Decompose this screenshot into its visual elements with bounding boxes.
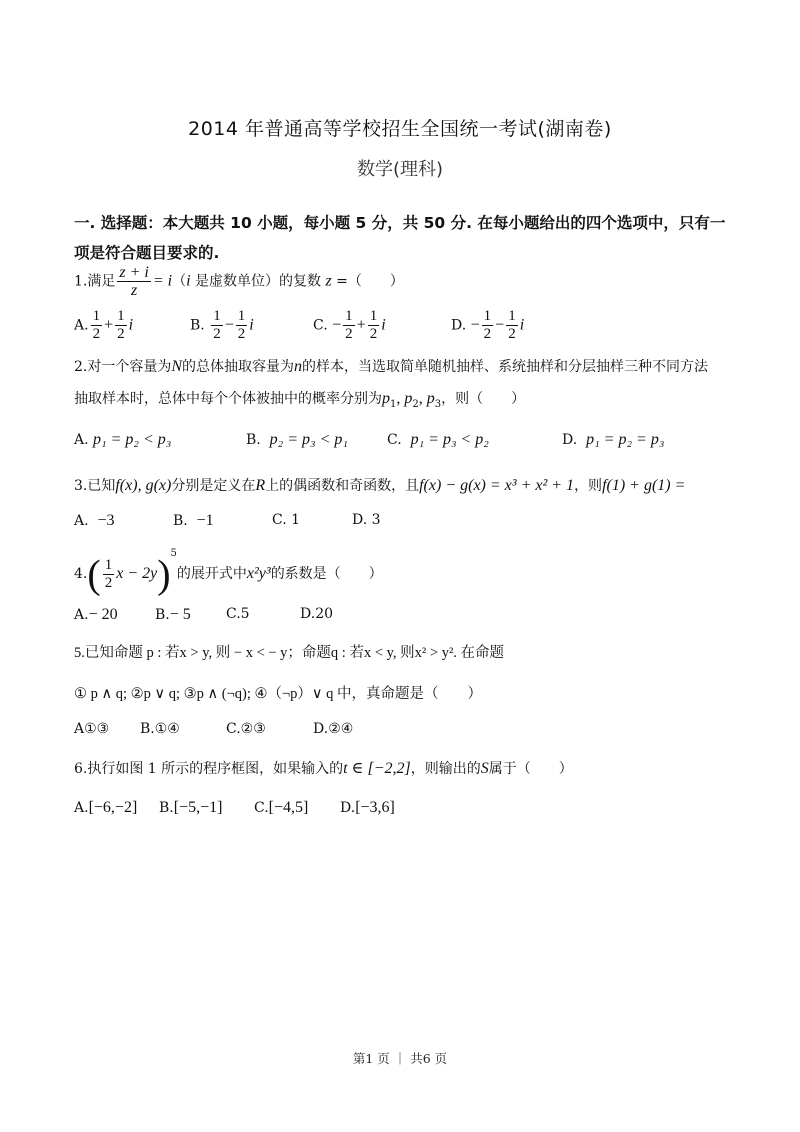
q5-option-a: A①③ (74, 721, 110, 737)
q4-option-d: D.20 (300, 606, 334, 622)
q5-option-b: B.①④ (140, 721, 180, 737)
page-footer: 第1 页 ｜ 共6 页 (352, 1051, 448, 1066)
question-2-line-2: 抽取样本时，总体中每个个体被抽中的概率分别为$p_1$, $p_2$, $p_3$，则（ ） (74, 390, 526, 410)
q3-option-b: B. −1 (173, 512, 214, 529)
question-5-line-1: 5.已知命题 p : 若x > y, 则 − x < − y；命题q : 若x < y, 则x² > y². 在命题 (74, 645, 505, 661)
q1-option-a: A. $\frac{1}{2}$ + $\frac{1}{2}$ i (74, 308, 134, 342)
q3-option-d: D. 3 (352, 512, 381, 528)
q1-option-b: B. $\frac{1}{2}$ − $\frac{1}{2}$ i (190, 308, 254, 342)
q1-option-d: D. − $\frac{1}{2}$ − $\frac{1}{2}$ i (451, 308, 525, 342)
question-1: 1.满足 $\frac{z + i}{z}$ = i（i 是虚数单位）的复数 z =（ ） (74, 264, 404, 299)
q2-option-c: C. p₁ = p₃ < p₂ (387, 431, 489, 448)
q2-option-d: D. p₁ = p₂ = p₃ (562, 431, 665, 448)
exam-subtitle: 数学(理科) (356, 159, 444, 180)
question-2-line-1: 2.对一个容量为N的总体抽取容量为n的样本，当选取简单随机抽样、系统抽样和分层抽样三种不同方法 (74, 358, 709, 375)
q6-option-a: A.[−6,−2] (74, 799, 138, 816)
question-4: 4.( $\frac{1}{2}$ x − 2y)$^5$的展开式中x²y³的系数是（ ） (74, 548, 383, 597)
question-6: 6.执行如图 1 所示的程序框图，如果输入的t ∈ [−2,2]，则输出的S属于（ ） (74, 760, 573, 777)
q3-option-c: C. 1 (272, 512, 301, 528)
q1-option-c: C. − $\frac{1}{2}$ + $\frac{1}{2}$ i (313, 308, 386, 342)
q5-option-d: D.②④ (313, 721, 354, 737)
q5-option-c: C.②③ (226, 721, 266, 737)
q6-option-d: D.[−3,6] (340, 799, 395, 816)
section-heading: 一. 选择题：本大题共 10 小题，每小题 5 分，共 50 分. 在每小题给出的四个选项中，只有一项是符合题目要求的. (74, 214, 726, 262)
q6-option-c: C.[−4,5] (254, 799, 309, 816)
q4-option-c: C.5 (226, 606, 250, 622)
fraction: $\frac{z + i}{z}$ (119, 264, 149, 299)
q2-option-b: B. p₂ = p₃ < p₁ (246, 431, 348, 448)
exam-title: 2014 年普通高等学校招生全国统一考试(湖南卷) (188, 118, 612, 140)
q6-option-b: B.[−5,−1] (159, 799, 223, 816)
q4-option-b: B.− 5 (155, 606, 191, 623)
q2-option-a: A. p₁ = p₂ < p₃ (74, 431, 172, 448)
question-5-line-2: ① p ∧ q; ②p ∨ q; ③p ∧ (¬q); ④（¬p）∨ q 中，真命题是（ ） (74, 686, 483, 702)
q3-option-a: A. −3 (74, 512, 115, 529)
q4-option-a: A.− 20 (74, 606, 118, 623)
question-3: 3.已知f(x), g(x)分别是定义在R上的偶函数和奇函数，且f(x) − g(x) = x³ + x² + 1，则f(1) + g(1) = (74, 477, 686, 494)
